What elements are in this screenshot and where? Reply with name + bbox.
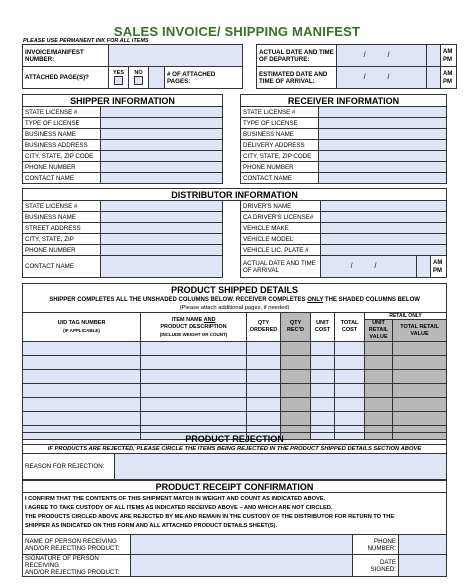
departure-time-field[interactable] <box>427 45 441 67</box>
shipper-heading: SHIPPER INFORMATION <box>23 95 223 107</box>
shipper-field-input[interactable] <box>101 151 223 162</box>
signature-label-1: SIGNATURE OF PERSON RECEIVING <box>25 555 99 569</box>
num-attached-field[interactable] <box>149 67 165 89</box>
receiver-name-field[interactable] <box>131 535 353 555</box>
shipper-field-input[interactable] <box>101 129 223 140</box>
col-total-cost: TOTAL COST <box>335 313 365 342</box>
driver-field-input[interactable] <box>321 245 447 256</box>
col-qty-recd: QTY REC'D <box>281 313 311 342</box>
arrival-label: ESTIMATED DATE AND TIME OF ARRIVAL: <box>257 67 337 89</box>
table-row <box>23 412 447 426</box>
am-label: AM <box>443 70 453 77</box>
receiver-field-label: TYPE OF LICENSE <box>241 118 319 129</box>
receipt-heading: PRODUCT RECEIPT CONFIRMATION <box>23 481 447 493</box>
shipper-field-label: TYPE OF LICENSE <box>23 118 101 129</box>
signature-label-2: AND/OR REJECTING PRODUCT: <box>25 569 120 576</box>
products-heading: PRODUCT SHIPPED DETAILS <box>23 284 447 296</box>
products-instruction-a: SHIPPER COMPLETES ALL THE UNSHADED COLUMNS BELOW. RECEIVER COMPLETES <box>49 297 308 303</box>
distributor-field-input[interactable] <box>101 245 223 256</box>
distributor-table <box>22 188 447 278</box>
table-row <box>23 398 447 412</box>
receipt-line-2: I AGREE TO TAKE CUSTODY OF ALL ITEMS AS INDICATED RECEIVED ABOVE – AND WHICH ARE NOT CIRCLED. <box>25 505 333 511</box>
products-instruction-only: ONLY <box>307 297 324 303</box>
receipt-line-1: I CONFIRM THAT THE CONTENTS OF THIS SHIPMENT MATCH IN WEIGHT AND COUNT AS INDICATED ABOVE. <box>25 496 326 502</box>
shipper-field-label: CONTACT NAME <box>23 173 101 184</box>
receiver-field-input[interactable] <box>319 162 447 173</box>
distributor-field-label: STATE LICENSE # <box>23 201 101 212</box>
col-uid-sub: (IF APPLICABLE) <box>63 328 100 333</box>
rejection-heading: PRODUCT REJECTION <box>23 433 447 445</box>
receiver-field-input[interactable] <box>319 140 447 151</box>
receiver-table <box>240 94 447 184</box>
col-item-and: AND <box>203 316 216 323</box>
table-row <box>23 356 447 370</box>
attached-pages-label: ATTACHED PAGE(S)? <box>23 67 109 89</box>
receiver-field-label: BUSINESS NAME <box>241 129 319 140</box>
distributor-field-input[interactable] <box>101 212 223 223</box>
distributor-arrival-date-field[interactable]: / / <box>321 256 417 278</box>
receipt-line-4: SHIPPER AS INDICATED ON THIS FORM AND ALL ATTACHED PRODUCT DETAILS SHEET(S). <box>25 523 278 529</box>
col-unit-retail: UNIT RETAIL VALUE <box>365 320 393 342</box>
shipper-field-input[interactable] <box>101 173 223 184</box>
header-table <box>22 44 457 89</box>
receiver-field-label: CITY, STATE, ZIP CODE <box>241 151 319 162</box>
receiver-field-label: PHONE NUMBER <box>241 162 319 173</box>
reason-field[interactable] <box>115 454 447 480</box>
distributor-arrival-time-field[interactable] <box>417 256 431 278</box>
rejection-table <box>22 432 447 480</box>
receiver-field-label: DELIVERY ADDRESS <box>241 140 319 151</box>
receipt-line-3: THE PRODUCTS CIRCLED ABOVE ARE REJECTED BY ME AND REMAIN IN THE CUSTODY OF THE DISTRIBUTOR FOR RETURN TO THE <box>25 514 395 520</box>
distributor-field-input[interactable] <box>101 201 223 212</box>
products-instruction-b: THE SHADED COLUMNS BELOW <box>323 297 420 303</box>
distributor-field-label: CONTACT NAME <box>23 256 101 278</box>
phone-label-2: NUMBER: <box>367 544 396 552</box>
col-unit-cost: UNIT COST <box>311 313 335 342</box>
driver-field-input[interactable] <box>321 201 447 212</box>
receiver-field-input[interactable] <box>319 107 447 118</box>
distributor-field-label: STREET ADDRESS <box>23 223 101 234</box>
receiver-field-input[interactable] <box>319 129 447 140</box>
col-item-a: ITEM NAME <box>171 316 204 323</box>
am-label: AM <box>443 48 453 55</box>
distributor-field-input[interactable] <box>101 234 223 245</box>
shipper-field-input[interactable] <box>101 107 223 118</box>
shipper-field-input[interactable] <box>101 162 223 173</box>
shipper-field-input[interactable] <box>101 140 223 151</box>
distributor-heading: DISTRIBUTOR INFORMATION <box>23 189 447 201</box>
form-title: SALES INVOICE/ SHIPPING MANIFEST <box>113 24 361 39</box>
driver-field-label: DRIVER'S NAME <box>241 201 321 212</box>
shipper-field-label: BUSINESS ADDRESS <box>23 140 101 151</box>
pm-label: PM <box>443 56 452 63</box>
receiver-field-label: STATE LICENSE # <box>241 107 319 118</box>
driver-field-label: VEHICLE MAKE <box>241 223 321 234</box>
col-qty-ordered: QTY ORDERED <box>247 313 281 342</box>
distributor-field-label: PHONE NUMBER <box>23 245 101 256</box>
date-signed-label-1: DATE <box>379 558 396 566</box>
products-sub-instruction: (Please attach additional pages, if needed) <box>23 305 447 313</box>
am-label: AM <box>433 259 443 266</box>
table-row <box>23 342 447 356</box>
yes-label: YES <box>112 70 124 76</box>
distributor-field-input[interactable] <box>101 223 223 234</box>
col-total-retail: TOTAL RETAIL VALUE <box>393 320 447 342</box>
invoice-number-label: INVOICE/MANIFEST NUMBER: <box>23 45 109 67</box>
num-attached-label: # OF ATTACHED PAGES: <box>165 67 243 89</box>
receiver-name-label-1: NAME OF PERSON RECEIVING <box>25 537 117 545</box>
distributor-field-label: BUSINESS NAME <box>23 212 101 223</box>
receiver-heading: RECEIVER INFORMATION <box>241 95 447 107</box>
distributor-field-label: CITY, STATE, ZIP <box>23 234 101 245</box>
receiver-name-label-2: AND/OR REJECTING PRODUCT: <box>25 544 120 552</box>
date-signed-label-2: SIGNED: <box>370 565 396 573</box>
no-checkbox[interactable] <box>134 76 143 85</box>
retail-only-header: RETAIL ONLY <box>365 313 447 320</box>
receiver-field-input[interactable] <box>319 118 447 129</box>
receiver-field-label: CONTACT NAME <box>241 173 319 184</box>
product-rows <box>23 342 447 440</box>
departure-date-field[interactable]: / / <box>337 45 427 67</box>
departure-label: ACTUAL DATE AND TIME OF DEPARTURE: <box>257 45 337 67</box>
driver-field-input[interactable] <box>321 223 447 234</box>
date-signed-field[interactable] <box>399 555 447 577</box>
col-item-sub: (INCLUDE WEIGHT OR COUNT) <box>159 331 228 337</box>
phone-label-1: PHONE <box>373 537 396 545</box>
col-item-b: PRODUCT DESCRIPTION <box>160 323 227 330</box>
yes-checkbox[interactable] <box>114 76 123 85</box>
driver-field-input[interactable] <box>321 212 447 223</box>
signature-field[interactable] <box>131 555 353 577</box>
no-label: NO <box>134 70 143 76</box>
driver-field-label: CA DRIVER'S LICENSE# <box>241 212 321 223</box>
shipper-field-input[interactable] <box>101 118 223 129</box>
receiver-field-input[interactable] <box>319 151 447 162</box>
distributor-field-input[interactable] <box>101 256 223 278</box>
shipper-field-label: BUSINESS NAME <box>23 129 101 140</box>
driver-field-label: VEHICLE MODEL <box>241 234 321 245</box>
distributor-arrival-label: ACTUAL DATE AND TIME OF ARRIVAL <box>241 256 321 278</box>
driver-field-input[interactable] <box>321 234 447 245</box>
rejection-instruction: IF PRODUCTS ARE REJECTED, PLEASE CIRCLE THE ITEMS BEING REJECTED IN THE PRODUCT SHIPPED DETAILS SECTION ABOVE <box>23 445 447 454</box>
invoice-number-field[interactable] <box>109 45 243 67</box>
table-row <box>23 370 447 384</box>
shipper-field-label: STATE LICENSE # <box>23 107 101 118</box>
driver-field-label: VEHICLE LIC. PLATE # <box>241 245 321 256</box>
receiver-field-input[interactable] <box>319 173 447 184</box>
shipper-field-label: CITY, STATE, ZIP CODE <box>23 151 101 162</box>
pm-label: PM <box>443 78 452 85</box>
shipper-table <box>22 94 223 184</box>
col-uid: UID TAG NUMBER <box>57 320 106 326</box>
arrival-time-field[interactable] <box>427 67 441 89</box>
ink-note: PLEASE USE PERMANENT INK FOR ALL ITEMS <box>23 38 149 44</box>
reason-label: REASON FOR REJECTION: <box>23 454 115 480</box>
products-table <box>22 283 447 440</box>
receipt-table <box>22 480 447 577</box>
phone-field[interactable] <box>399 535 447 555</box>
table-row <box>23 384 447 398</box>
arrival-date-field[interactable]: / / <box>337 67 427 89</box>
pm-label: PM <box>433 267 442 274</box>
shipper-field-label: PHONE NUMBER <box>23 162 101 173</box>
